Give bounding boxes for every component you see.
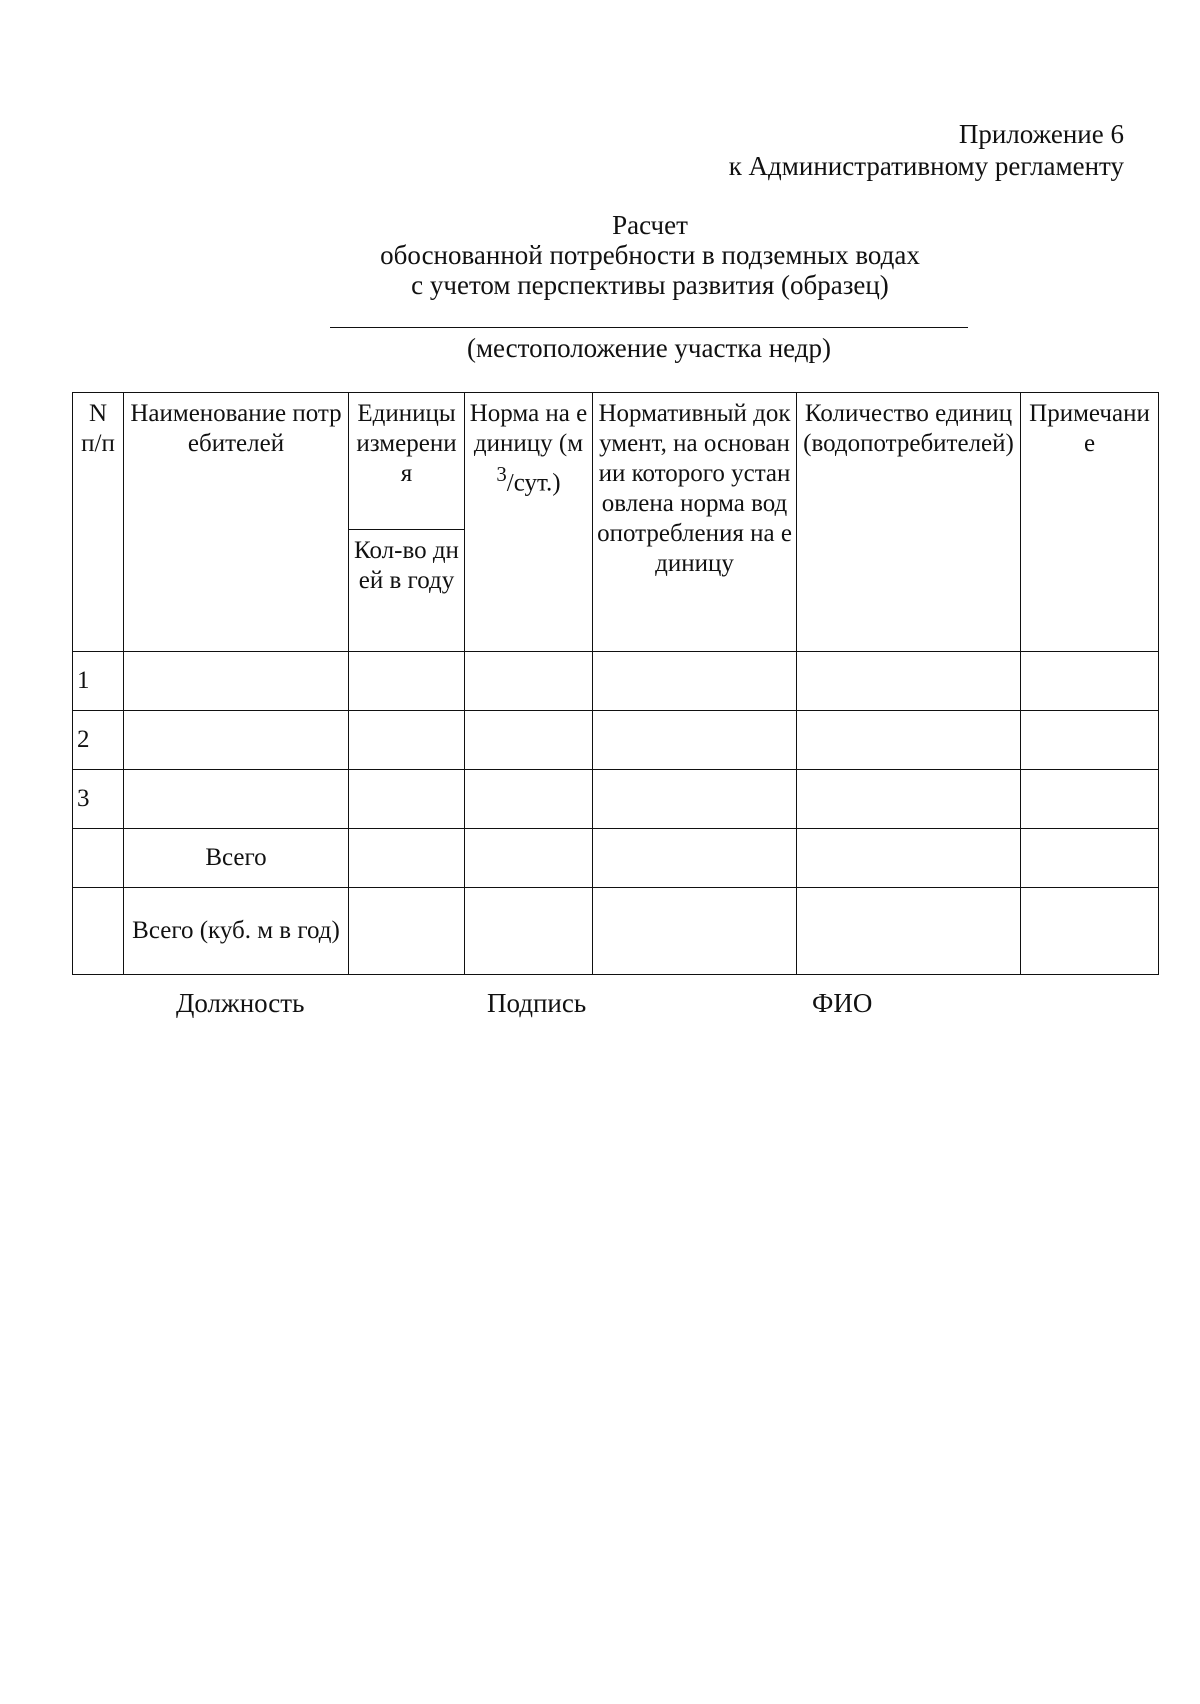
location-caption: (местоположение участка недр): [466, 333, 832, 363]
consumer-cell[interactable]: [124, 652, 349, 711]
header-consumers: Наименование потребителей: [124, 393, 349, 652]
total-row: [73, 829, 1159, 888]
units-cell[interactable]: [349, 711, 465, 770]
note-cell[interactable]: [1021, 711, 1159, 770]
header-norm-per-unit: Норма на единицу $(м^3/сут.)$: [465, 393, 593, 652]
total-cubic-number-cell: [73, 888, 124, 975]
total-number-cell: [73, 829, 124, 888]
row-number: 1: [73, 652, 124, 711]
total-cubic-row: [73, 888, 1159, 975]
header-note: Примечание: [1021, 393, 1159, 652]
document-cell[interactable]: [593, 711, 797, 770]
appendix-reference: [729, 118, 1124, 182]
units-cell[interactable]: [349, 829, 465, 888]
table-row: [73, 652, 1159, 711]
quantity-cell[interactable]: [797, 711, 1021, 770]
units-cell[interactable]: [349, 888, 465, 975]
header-units: Единицы измерения: [349, 393, 465, 530]
signature-label: Подпись: [487, 988, 587, 1018]
quantity-cell[interactable]: [797, 829, 1021, 888]
position-label: Должность: [176, 988, 305, 1018]
title-line-3: с учетом перспективы развития (образец): [411, 270, 889, 300]
units-cell[interactable]: [349, 652, 465, 711]
document-cell[interactable]: [593, 888, 797, 975]
total-label: Всего: [124, 829, 349, 888]
full-name-label: ФИО: [812, 988, 873, 1018]
header-number: N п/п: [73, 393, 124, 652]
quantity-cell[interactable]: [797, 652, 1021, 711]
document-title: [0, 210, 1200, 300]
note-cell[interactable]: [1021, 829, 1159, 888]
table-row: [73, 770, 1159, 829]
table-row: [73, 711, 1159, 770]
header-quantity-units: Количество единиц (водопотребителей): [797, 393, 1021, 652]
consumer-cell[interactable]: [124, 711, 349, 770]
norm-cell[interactable]: [465, 711, 593, 770]
consumer-cell[interactable]: [124, 770, 349, 829]
quantity-cell[interactable]: [797, 770, 1021, 829]
norm-cell[interactable]: [465, 829, 593, 888]
title-line-2: обоснованной потребности в подземных водах: [380, 240, 920, 270]
location-fill-line: [330, 327, 968, 328]
appendix-regulation: к Административному регламенту: [728, 151, 1124, 181]
note-cell[interactable]: [1021, 652, 1159, 711]
appendix-number: Приложение 6: [958, 119, 1124, 149]
row-number: 2: [73, 711, 124, 770]
calculation-table: [72, 392, 1159, 975]
header-normative-document: Нормативный документ, на основании которого установлена норма водопотребления на единицу: [593, 393, 797, 652]
document-cell[interactable]: [593, 770, 797, 829]
document-cell[interactable]: [593, 652, 797, 711]
document-cell[interactable]: [593, 829, 797, 888]
norm-cell[interactable]: [465, 888, 593, 975]
note-cell[interactable]: [1021, 770, 1159, 829]
note-cell[interactable]: [1021, 888, 1159, 975]
norm-cell[interactable]: [465, 652, 593, 711]
units-cell[interactable]: [349, 770, 465, 829]
quantity-cell[interactable]: [797, 888, 1021, 975]
header-days-per-year: Кол-во дней в году: [349, 530, 465, 652]
norm-cell[interactable]: [465, 770, 593, 829]
title-line-1: Расчет: [612, 210, 688, 240]
total-cubic-label: Всего (куб. м в год): [124, 888, 349, 975]
row-number: 3: [73, 770, 124, 829]
